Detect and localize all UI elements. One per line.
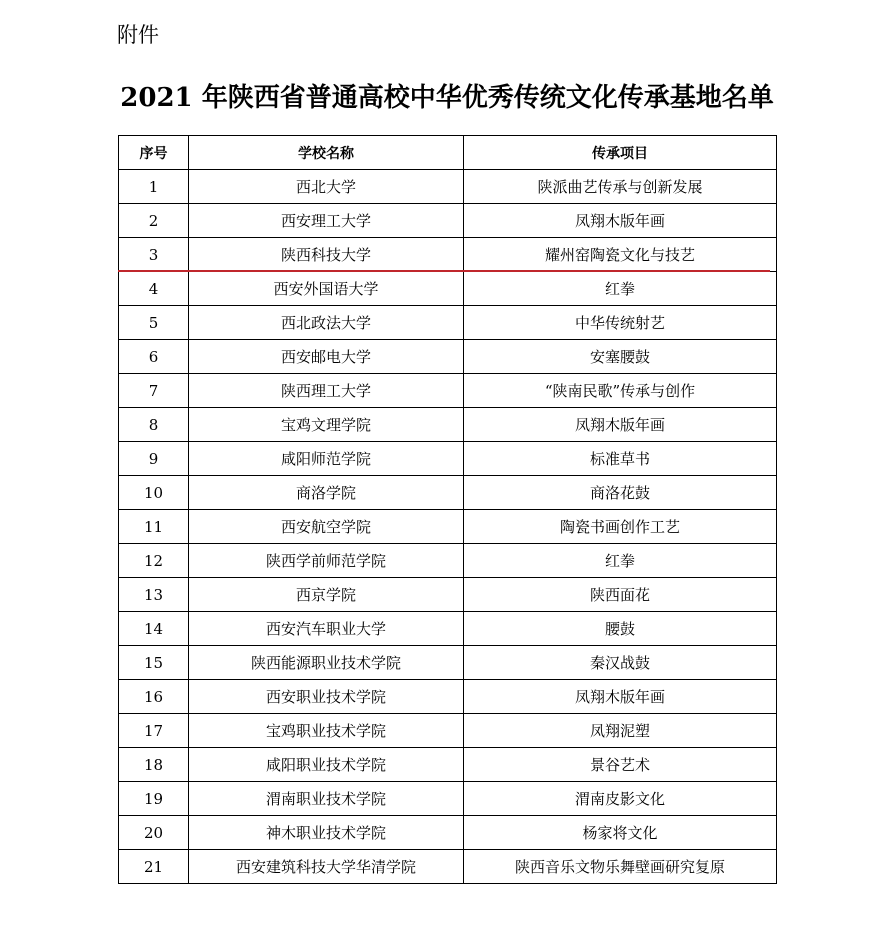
school-name-cell: 西安航空学院 xyxy=(189,510,464,544)
table-row xyxy=(119,408,777,442)
school-name-cell: 西安外国语大学 xyxy=(189,272,464,306)
table-row xyxy=(119,340,777,374)
row-index-cell: 19 xyxy=(119,782,189,816)
project-cell: 杨家将文化 xyxy=(464,816,777,850)
table-row xyxy=(119,544,777,578)
row-index-cell: 5 xyxy=(119,306,189,340)
project-cell: 标准草书 xyxy=(464,442,777,476)
school-name-cell: 商洛学院 xyxy=(189,476,464,510)
row-index-cell: 6 xyxy=(119,340,189,374)
project-cell: 渭南皮影文化 xyxy=(464,782,777,816)
table-row xyxy=(119,238,777,272)
table-row xyxy=(119,612,777,646)
row-index-cell: 9 xyxy=(119,442,189,476)
header-index: 序号 xyxy=(119,136,189,170)
school-name-cell: 宝鸡职业技术学院 xyxy=(189,714,464,748)
project-cell: 红拳 xyxy=(464,272,777,306)
school-name-cell: 西安职业技术学院 xyxy=(189,680,464,714)
table-row xyxy=(119,442,777,476)
project-cell: 耀州窑陶瓷文化与技艺 xyxy=(464,238,777,272)
school-name-cell: 咸阳师范学院 xyxy=(189,442,464,476)
row-index-cell: 17 xyxy=(119,714,189,748)
table-row xyxy=(119,680,777,714)
project-cell: 腰鼓 xyxy=(464,612,777,646)
row-index-cell: 15 xyxy=(119,646,189,680)
school-name-cell: 西安邮电大学 xyxy=(189,340,464,374)
school-name-cell: 西北政法大学 xyxy=(189,306,464,340)
project-cell: 凤翔木版年画 xyxy=(464,408,777,442)
project-cell: 陕派曲艺传承与创新发展 xyxy=(464,170,777,204)
school-name-cell: 陕西科技大学 xyxy=(189,238,464,272)
table-row xyxy=(119,646,777,680)
table-row xyxy=(119,850,777,884)
row-index-cell: 7 xyxy=(119,374,189,408)
project-cell: 安塞腰鼓 xyxy=(464,340,777,374)
project-cell: 陶瓷书画创作工艺 xyxy=(464,510,777,544)
project-cell: “陕南民歌”传承与创作 xyxy=(464,374,777,408)
attachment-label: 附件 xyxy=(117,23,159,47)
row-index-cell: 21 xyxy=(119,850,189,884)
table-row xyxy=(119,170,777,204)
table-row xyxy=(119,476,777,510)
project-cell: 凤翔木版年画 xyxy=(464,680,777,714)
project-cell: 陕西音乐文物乐舞壁画研究复原 xyxy=(464,850,777,884)
row-index-cell: 11 xyxy=(119,510,189,544)
row-index-cell: 8 xyxy=(119,408,189,442)
project-cell: 红拳 xyxy=(464,544,777,578)
table-row xyxy=(119,816,777,850)
project-cell: 秦汉战鼓 xyxy=(464,646,777,680)
table-row xyxy=(119,748,777,782)
red-underline-mark xyxy=(118,270,770,272)
project-cell: 中华传统射艺 xyxy=(464,306,777,340)
school-name-cell: 陕西能源职业技术学院 xyxy=(189,646,464,680)
header-school-name: 学校名称 xyxy=(189,136,464,170)
project-cell: 凤翔木版年画 xyxy=(464,204,777,238)
table-body xyxy=(119,170,777,884)
row-index-cell: 18 xyxy=(119,748,189,782)
project-cell: 陕西面花 xyxy=(464,578,777,612)
school-name-cell: 渭南职业技术学院 xyxy=(189,782,464,816)
school-name-cell: 宝鸡文理学院 xyxy=(189,408,464,442)
table-row xyxy=(119,714,777,748)
project-cell: 凤翔泥塑 xyxy=(464,714,777,748)
document-title: 2021 年陕西省普通高校中华优秀传统文化传承基地名单 xyxy=(120,83,774,113)
row-index-cell: 13 xyxy=(119,578,189,612)
row-index-cell: 14 xyxy=(119,612,189,646)
row-index-cell: 1 xyxy=(119,170,189,204)
row-index-cell: 20 xyxy=(119,816,189,850)
project-cell: 景谷艺术 xyxy=(464,748,777,782)
school-name-cell: 西安建筑科技大学华清学院 xyxy=(189,850,464,884)
table-row xyxy=(119,578,777,612)
table-header-row xyxy=(119,136,777,170)
row-index-cell: 10 xyxy=(119,476,189,510)
row-index-cell: 16 xyxy=(119,680,189,714)
school-name-cell: 西京学院 xyxy=(189,578,464,612)
table-row xyxy=(119,782,777,816)
school-name-cell: 陕西学前师范学院 xyxy=(189,544,464,578)
row-index-cell: 2 xyxy=(119,204,189,238)
header-heritage-project: 传承项目 xyxy=(464,136,777,170)
school-name-cell: 神木职业技术学院 xyxy=(189,816,464,850)
table-row xyxy=(119,510,777,544)
school-name-cell: 西北大学 xyxy=(189,170,464,204)
school-name-cell: 陕西理工大学 xyxy=(189,374,464,408)
school-list-table xyxy=(118,135,777,884)
table-row xyxy=(119,204,777,238)
school-name-cell: 西安汽车职业大学 xyxy=(189,612,464,646)
table-row xyxy=(119,272,777,306)
row-index-cell: 3 xyxy=(119,238,189,272)
row-index-cell: 12 xyxy=(119,544,189,578)
project-cell: 商洛花鼓 xyxy=(464,476,777,510)
table-row xyxy=(119,374,777,408)
school-name-cell: 咸阳职业技术学院 xyxy=(189,748,464,782)
row-index-cell: 4 xyxy=(119,272,189,306)
table-row xyxy=(119,306,777,340)
school-name-cell: 西安理工大学 xyxy=(189,204,464,238)
